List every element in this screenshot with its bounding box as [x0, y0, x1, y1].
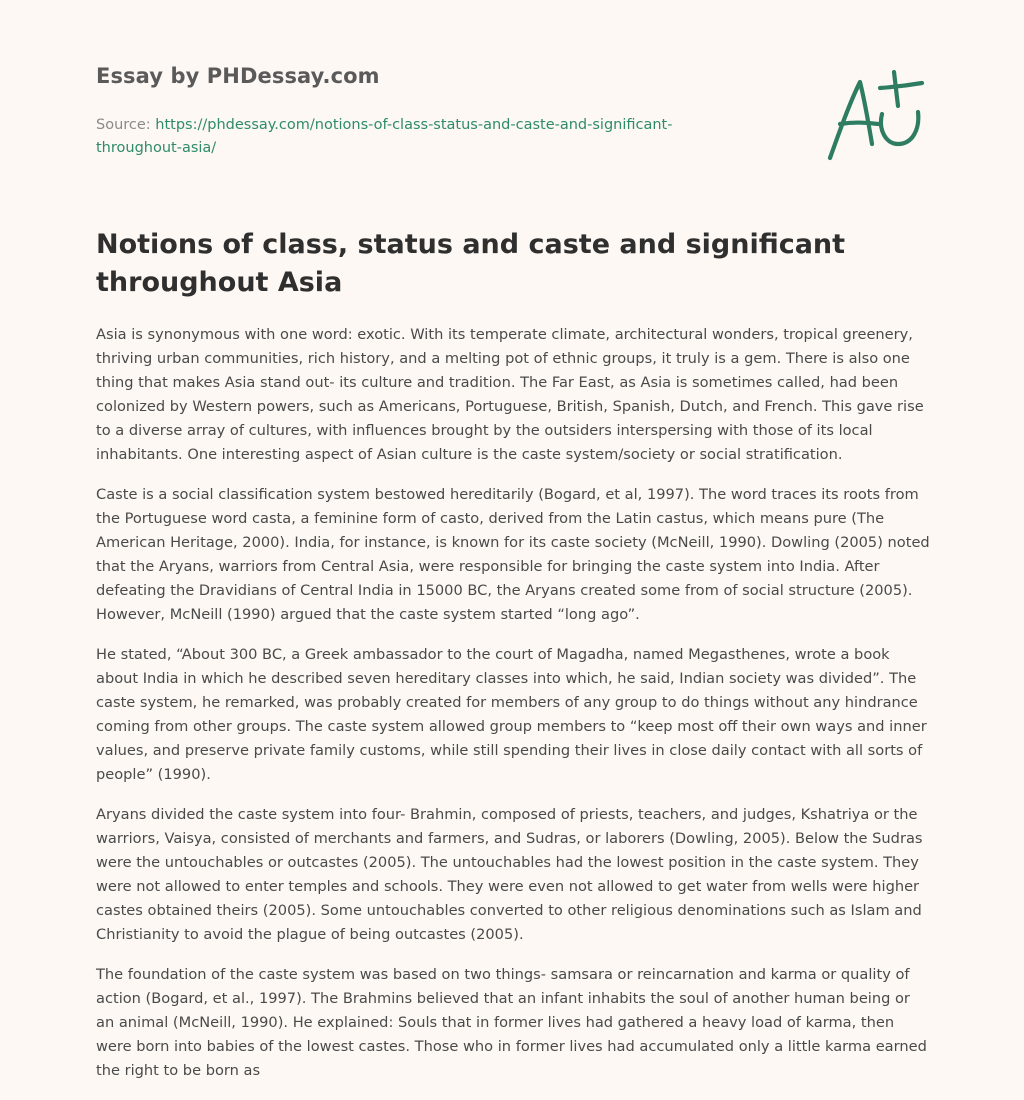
- paragraph: Caste is a social classification system bestowed hereditarily (Bogard, et al, 1997). The word traces its roots from the Portuguese word casta, a feminine form of casto, derived from the Latin castus, which means pure (The American Heritage, 2000). India, for instance, is known for its caste society (McNeill, 1990). Dowling (2005) noted that the Aryans, warriors from Central Asia, were responsible for bringing the caste system into India. After defeating the Dravidians of Central India in 15000 BC, the Aryans created some from of social structure (2005). However, McNeill (1990) argued that the caste system started “long ago”.: [96, 486, 930, 623]
- paragraph: The foundation of the caste system was based on two things- samsara or reincarnation and karma or quality of action (Bogard, et al., 1997). The Brahmins believed that an infant inhabits the soul of another human being or an animal (McNeill, 1990). He explained: Souls that in former lives had gathered a heavy load of karma, then were born into babies of the lowest castes. Those who in former lives had accumulated only a little karma earned the right to be born as: [96, 966, 927, 1079]
- source-link-line1: https://phdessay.com/notions-of-class-status-and-caste-and-significant-: [155, 117, 673, 133]
- source-link[interactable]: [96, 117, 672, 156]
- essay-title: Notions of class, status and caste and significant throughout Asia: [96, 229, 846, 298]
- page-header: [96, 64, 736, 160]
- source-link-line2: throughout-asia/: [96, 140, 217, 156]
- source-label: Source:: [96, 117, 156, 133]
- source-line: [96, 114, 736, 160]
- paragraph: Asia is synonymous with one word: exotic. With its temperate climate, architectural wonders, tropical greenery, thriving urban communities, rich history, and a melting pot of ethnic groups, it truly is a gem. There is also one thing that makes Asia stand out- its culture and tradition. The Far East, as Asia is sometimes called, had been colonized by Western powers, such as Americans, Portuguese, British, Spanish, Dutch, and French. This gave rise to a diverse array of cultures, with influences brought by the outsiders interspersing with those of its local inhabitants. One interesting aspect of Asian culture is the caste system/society or social stratification.: [96, 326, 924, 463]
- essay-body: [96, 323, 932, 1099]
- paragraph: He stated, “About 300 BC, a Greek ambassador to the court of Magadha, named Megasthenes, wrote a book about India in which he described seven hereditary classes into which, he said, Indian society was divided”. The caste system, he remarked, was probably created for members of any group to do things without any hindrance coming from other groups. The caste system allowed group members to “keep most off their own ways and inner values, and preserve private family customs, while still spending their lives in close daily contact with all sorts of people” (1990).: [96, 646, 927, 783]
- a-plus-grade-icon: [818, 68, 930, 164]
- brand-title: Essay by PHDessay.com: [96, 64, 380, 88]
- paragraph: Aryans divided the caste system into four- Brahmin, composed of priests, teachers, and judges, Kshatriya or the warriors, Vaisya, consisted of merchants and farmers, and Sudras, or laborers (Dowling, 2005). Below the Sudras were the untouchables or outcastes (2005). The untouchables had the lowest position in the caste system. They were not allowed to enter temples and schools. They were even not allowed to get water from wells were higher castes obtained theirs (2005). Some untouchables converted to other religious denominations such as Islam and Christianity to avoid the plague of being outcastes (2005).: [96, 806, 923, 943]
